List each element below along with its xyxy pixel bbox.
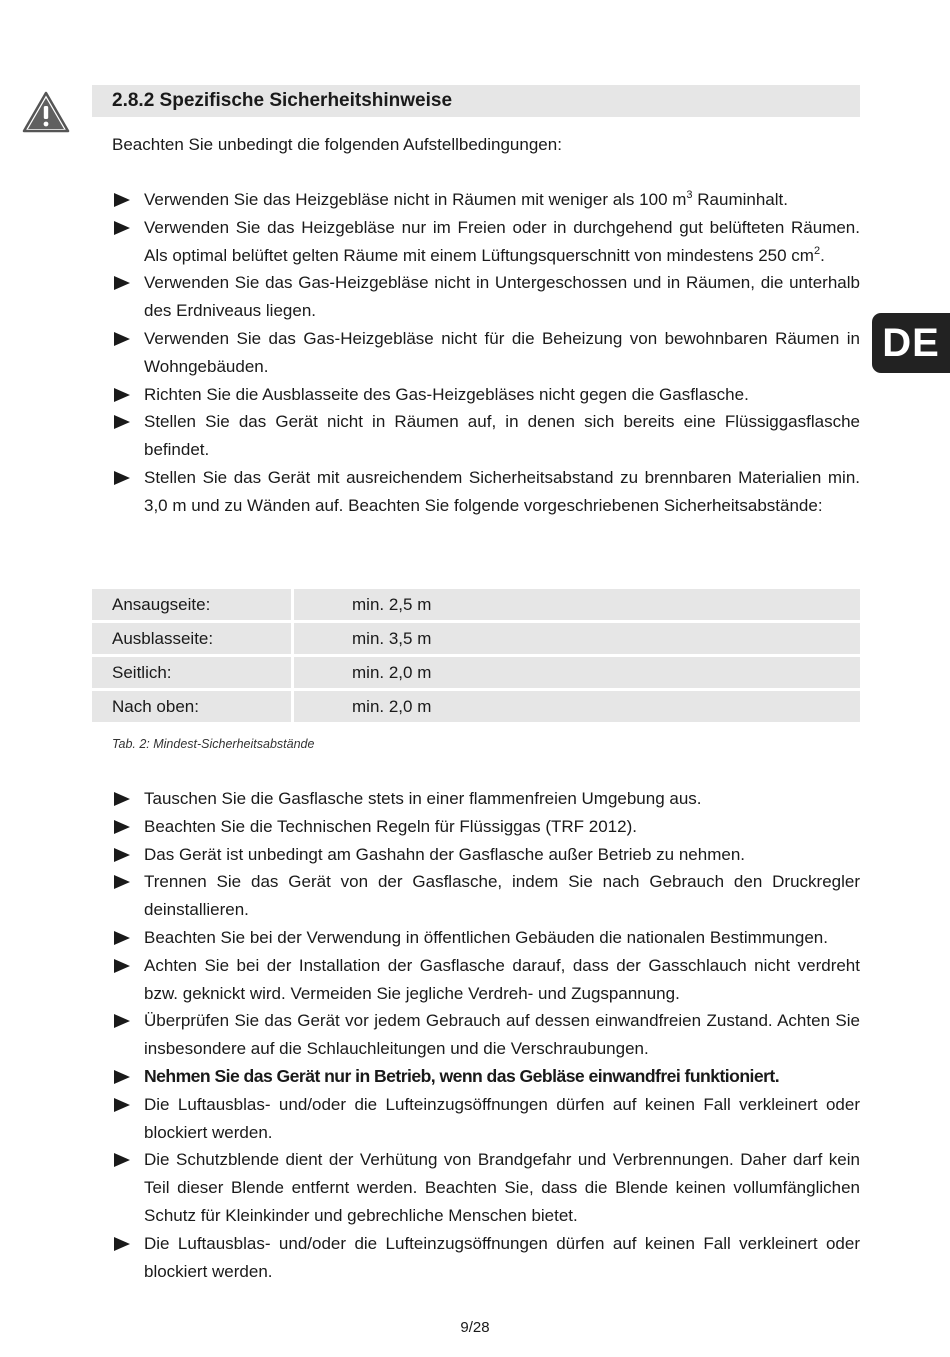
list-item	[112, 1146, 860, 1229]
superscript: 3	[686, 189, 693, 201]
table-caption: Tab. 2: Mindest-Sicherheitsabstände	[112, 737, 315, 751]
distance-label: Ansaugseite:	[92, 589, 293, 622]
arrow-bullet-icon	[114, 388, 130, 402]
list-item	[112, 952, 860, 1008]
arrow-bullet-icon	[114, 792, 130, 806]
distance-label: Seitlich:	[92, 656, 293, 690]
list-item	[112, 1230, 860, 1286]
list-item-text: Verwenden Sie das Heizgebläse nur im Freien oder in durchgehend gut belüfteten Räumen. Als optimal belüftet gelten Räume mit einem Lüftungsquerschnitt von mindestens 250 cm	[144, 217, 860, 265]
distance-value: min. 3,5 m	[293, 622, 861, 656]
list-item	[112, 214, 860, 270]
list-item	[112, 1091, 860, 1147]
arrow-bullet-icon	[114, 415, 130, 429]
distance-label: Ausblasseite:	[92, 622, 293, 656]
list-item	[112, 785, 860, 813]
arrow-bullet-icon	[114, 1014, 130, 1028]
arrow-bullet-icon	[114, 1098, 130, 1112]
requirements-list-bottom	[112, 785, 860, 1285]
list-item-text: Nehmen Sie das Gerät nur in Betrieb, wenn das Gebläse einwandfrei funktioniert.	[144, 1065, 780, 1086]
intro-text: Beachten Sie unbedingt die folgenden Aufstellbedingungen:	[112, 135, 562, 154]
list-item-text: Überprüfen Sie das Gerät vor jedem Gebrauch auf dessen einwandfreien Zustand. Achten Sie insbesondere auf die Schlauchleitungen und die Verschraubungen.	[144, 1011, 860, 1059]
list-item	[112, 868, 860, 924]
arrow-bullet-icon	[114, 193, 130, 207]
table-row	[92, 589, 860, 622]
superscript: 2	[813, 244, 821, 257]
arrow-bullet-icon	[114, 820, 130, 834]
table-row	[92, 690, 860, 724]
list-item-text: Richten Sie die Ausblasseite des Gas-Heizgebläses nicht gegen die Gasflasche.	[144, 384, 749, 404]
table-row	[92, 656, 860, 690]
list-item	[112, 813, 860, 841]
list-item	[112, 464, 860, 520]
arrow-bullet-icon	[114, 875, 130, 889]
list-item	[112, 381, 860, 409]
list-item-text: Verwenden Sie das Heizgebläse nicht in Räumen mit weniger als 100 m	[144, 190, 687, 209]
distance-label: Nach oben:	[92, 690, 293, 724]
arrow-bullet-icon	[114, 1237, 130, 1251]
arrow-bullet-icon	[114, 332, 130, 346]
list-item-text: Die Luftausblas- und/oder die Lufteinzugsöffnungen dürfen auf keinen Fall verkleinert oder blockiert werden.	[144, 1233, 860, 1281]
list-item-text: Stellen Sie das Gerät mit ausreichendem Sicherheitsabstand zu brennbaren Materialien min. 3,0 m und zu Wänden auf. Beachten Sie folgende vorgeschriebenen Sicherheitsabstände:	[144, 467, 860, 515]
list-item	[112, 1007, 860, 1063]
list-item	[112, 1063, 860, 1091]
list-item-text: Verwenden Sie das Gas-Heizgebläse nicht für die Beheizung von bewohnbaren Räumen in Wohngebäuden.	[144, 328, 860, 376]
list-item-text: Das Gerät ist unbedingt am Gashahn der Gasflasche außer Betrieb zu nehmen.	[144, 844, 745, 864]
list-item-text: Tauschen Sie die Gasflasche stets in einer flammenfreien Umgebung aus.	[144, 789, 702, 808]
safety-distance-table	[92, 589, 860, 725]
list-item	[112, 325, 860, 381]
language-tab: DE	[872, 313, 950, 373]
list-item	[112, 841, 860, 869]
arrow-bullet-icon	[114, 1153, 130, 1167]
arrow-bullet-icon	[114, 1070, 130, 1084]
arrow-bullet-icon	[114, 471, 130, 485]
list-item-text-end: .	[820, 245, 825, 265]
distance-value: min. 2,5 m	[293, 589, 861, 622]
page-number: 9/28	[460, 1319, 490, 1336]
list-item	[112, 924, 860, 952]
list-item-text: Verwenden Sie das Gas-Heizgebläse nicht in Untergeschossen und in Räumen, die unterhalb des Erdniveaus liegen.	[144, 273, 860, 321]
list-item-text: Beachten Sie bei der Verwendung in öffentlichen Gebäuden die nationalen Bestimmungen.	[144, 927, 828, 947]
list-item-text: Die Luftausblas- und/oder die Lufteinzugsöffnungen dürfen auf keinen Fall verkleinert oder blockiert werden.	[144, 1094, 860, 1142]
arrow-bullet-icon	[114, 276, 130, 290]
list-item-text: Die Schutzblende dient der Verhütung von Brandgefahr und Verbrennungen. Daher darf kein Teil dieser Blende entfernt werden. Beachten Sie, dass die Blende keinen vollumfänglichen Schutz für Kleinkinder und gebrechliche Menschen bietet.	[144, 1150, 860, 1225]
distance-value: min. 2,0 m	[293, 690, 861, 724]
arrow-bullet-icon	[114, 931, 130, 945]
section-heading: 2.8.2 Spezifische Sicherheitshinweise	[92, 85, 860, 117]
arrow-bullet-icon	[114, 959, 130, 973]
list-item	[112, 186, 860, 214]
list-item-text: Stellen Sie das Gerät nicht in Räumen auf, in denen sich bereits eine Flüssiggasflasche befindet.	[144, 412, 860, 460]
requirements-list-top	[112, 186, 860, 520]
arrow-bullet-icon	[114, 221, 130, 235]
list-item-text: Beachten Sie die Technischen Regeln für Flüssiggas (TRF 2012).	[144, 816, 637, 836]
list-item-text-end: Rauminhalt.	[692, 190, 788, 209]
warning-triangle-icon	[22, 91, 70, 133]
list-item	[112, 269, 860, 325]
list-item	[112, 408, 860, 464]
distance-value: min. 2,0 m	[293, 656, 861, 690]
table-row	[92, 622, 860, 656]
list-item-text: Achten Sie bei der Installation der Gasflasche darauf, dass der Gasschlauch nicht verdreht bzw. geknickt wird. Vermeiden Sie jegliche Verdreh- und Zugspannung.	[144, 955, 860, 1003]
list-item-text: Trennen Sie das Gerät von der Gasflasche, indem Sie nach Gebrauch den Druckregler deinstallieren.	[144, 872, 860, 920]
arrow-bullet-icon	[114, 848, 130, 862]
